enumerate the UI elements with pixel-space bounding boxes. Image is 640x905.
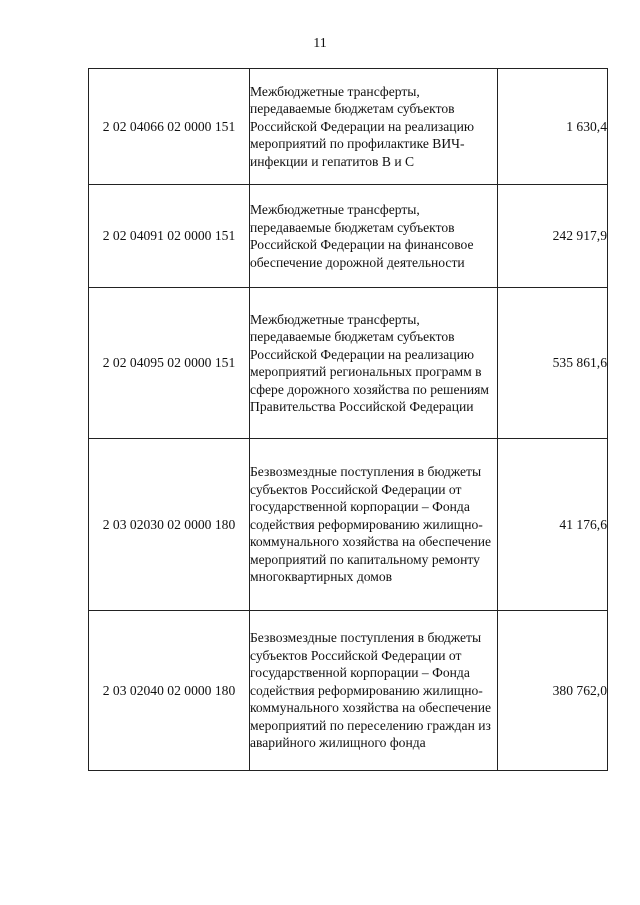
revenue-description: Безвозмездные поступления в бюджеты субъектов Российской Федерации от государственной корпорации – Фонда содействия реформированию жилищно-коммунального хозяйства на обеспечение мероприятий по капитальному ремонту многоквартирных домов xyxy=(250,439,498,611)
amount-value: 535 861,6 xyxy=(498,288,608,439)
revenue-description: Межбюджетные трансферты, передаваемые бюджетам субъектов Российской Федерации на финансовое обеспечение дорожной деятельности xyxy=(250,185,498,288)
revenue-description: Межбюджетные трансферты, передаваемые бюджетам субъектов Российской Федерации на реализацию мероприятий региональных программ в сфере дорожного хозяйства по решениям Правительства Российской Федерации xyxy=(250,288,498,439)
page-number: 11 xyxy=(313,36,327,51)
table-row xyxy=(89,185,608,288)
budget-classification-code: 2 02 04091 02 0000 151 xyxy=(89,185,250,288)
budget-classification-code: 2 03 02040 02 0000 180 xyxy=(89,611,250,771)
table-row xyxy=(89,439,608,611)
budget-classification-code: 2 03 02030 02 0000 180 xyxy=(89,439,250,611)
amount-value: 242 917,9 xyxy=(498,185,608,288)
amount-value: 1 630,4 xyxy=(498,69,608,185)
revenue-description: Безвозмездные поступления в бюджеты субъектов Российской Федерации от государственной корпорации – Фонда содействия реформированию жилищно-коммунального хозяйства на обеспечение мероприятий по переселению граждан из аварийного жилищного фонда xyxy=(250,611,498,771)
budget-revenue-table xyxy=(88,68,608,771)
table-row xyxy=(89,69,608,185)
amount-value: 380 762,0 xyxy=(498,611,608,771)
table-row xyxy=(89,611,608,771)
revenue-description: Межбюджетные трансферты, передаваемые бюджетам субъектов Российской Федерации на реализацию мероприятий по профилактике ВИЧ-инфекции и гепатитов В и С xyxy=(250,69,498,185)
budget-classification-code: 2 02 04066 02 0000 151 xyxy=(89,69,250,185)
budget-classification-code: 2 02 04095 02 0000 151 xyxy=(89,288,250,439)
table-row xyxy=(89,288,608,439)
amount-value: 41 176,6 xyxy=(498,439,608,611)
